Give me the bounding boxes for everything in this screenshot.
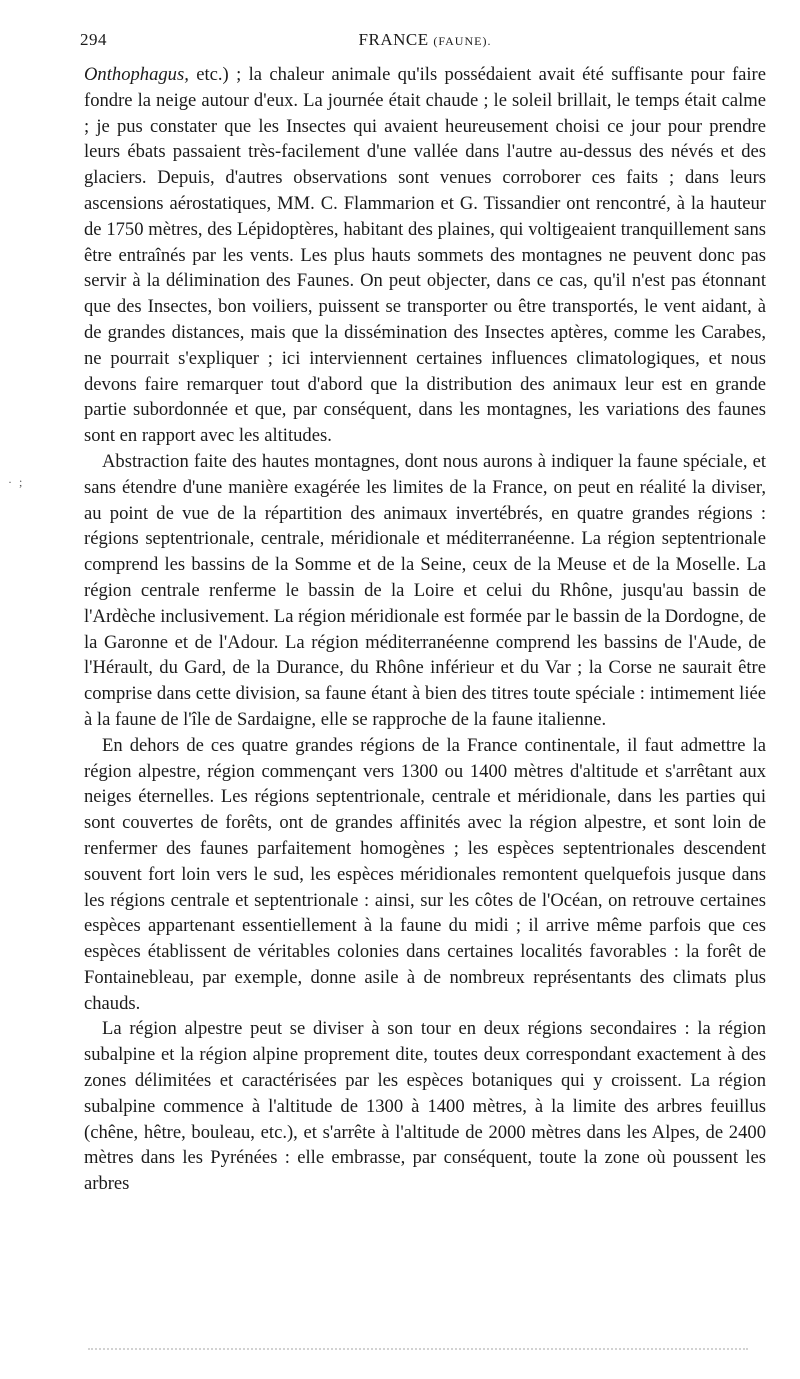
- running-head-subtitle: (FAUNE).: [433, 34, 492, 48]
- paragraph-1-italic-lead: Onthophagus,: [84, 64, 189, 85]
- paragraph-4: La région alpestre peut se diviser à son tour en deux régions secondaires : la région subalpine et la région alpine proprement dite, toutes deux correspondant exactement à des zones délimitées et caractérisées par les espèces botaniques qui y croissent. La région subalpine commence à l'altitude de 1300 à 1400 mètres, à la limite des arbres feuillus (chêne, hêtre, bouleau, etc.), et s'arrête à l'altitude de 2000 mètres dans les Alpes, de 2400 mètres dans les Pyrénées : elle embrasse, par conséquent, toute la zone où poussent les arbres: [84, 1018, 766, 1195]
- body-text: [84, 62, 766, 1197]
- paragraph-1: [84, 62, 766, 449]
- scan-noise-line: [88, 1346, 748, 1350]
- page-header: [80, 30, 766, 62]
- page-number: 294: [80, 30, 107, 49]
- running-head: [84, 30, 766, 50]
- margin-mark: · ;: [8, 475, 25, 489]
- paragraph-3: En dehors de ces quatre grandes régions de la France continentale, il faut admettre la région alpestre, région commençant vers 1300 ou 1400 mètres d'altitude et s'arrêtant aux neiges éternelles. Les régions septentrionale, centrale et méridionale, dans les parties qui sont couvertes de forêts, ont de grandes affinités avec la région alpestre, et sont loin de renfermer des faunes parfaitement homogènes ; les espèces septentrionales descendent souvent fort loin vers le sud, les espèces méridionales remontent quelquefois jusque dans les régions centrale et septentrionale : ainsi, sur les côtes de l'Océan, on retrouve certaines espèces appartenant essentiellement à la faune du midi ; il arrive même parfois que ces espèces établissent de véritables colonies dans certaines localités favorables : la forêt de Fontainebleau, par exemple, donne asile à de nombreux représentants des climats plus chauds.: [84, 734, 766, 1014]
- running-head-title: FRANCE: [358, 30, 429, 49]
- book-page: [80, 30, 766, 1197]
- paragraph-1-text: etc.) ; la chaleur animale qu'ils possédaient avait été suffisante pour faire fondre la neige autour d'eux. La journée était chaude ; le soleil brillait, le temps était calme ; je pus constater que les Insectes qui avaient heureusement choisi ce jour pour prendre leurs ébats passaient très-facilement d'une vallée dans l'autre au-dessus des névés et des glaciers. Depuis, d'autres observations sont venues corroborer ces faits ; dans leurs ascensions aérostatiques, MM. C. Flammarion et G. Tissandier ont rencontré, à la hauteur de 1750 mètres, des Lépidoptères, habitant des plaines, qui voltigeaient tranquillement sans être entraînés par les vents. Les plus hauts sommets des montagnes ne peuvent donc pas servir à la délimination des Faunes. On peut objecter, dans ce cas, qu'il n'est pas étonnant que des Insectes, bon voiliers, puissent se transporter ou être transportés, le vent aidant, à de grandes distances, mais que la dissémination des Insectes aptères, comme les Carabes, ne pourrait s'expliquer ; ici interviennent certaines influences climatologiques, et nous devons faire remarquer tout d'abord que la distribution des animaux leur est en grande partie subordonnée et que, par conséquent, dans les montagnes, les variations des faunes sont en rapport avec les altitudes.: [84, 64, 766, 447]
- paragraph-2: Abstraction faite des hautes montagnes, dont nous aurons à indiquer la faune spéciale, et sans étendre d'une manière exagérée les limites de la France, on peut en réalité la diviser, au point de vue de la répartition des animaux invertébrés, en quatre grandes régions : régions septentrionale, centrale, méridionale et méditerranéenne. La région septentrionale comprend les bassins de la Somme et de la Seine, ceux de la Meuse et de la Moselle. La région centrale renferme le bassin de la Loire et celui du Rhône, jusqu'au bassin de l'Ardèche inclusivement. La région méridionale est formée par le bassin de la Dordogne, de la Garonne et de l'Adour. La région méditerranéenne comprend les bassins de l'Aude, de l'Hérault, du Gard, de la Durance, du Rhône inférieur et du Var ; la Corse ne saurait être comprise dans cette division, sa faune étant à bien des titres toute spéciale : intimement liée à la faune de l'île de Sardaigne, elle se rapproche de la faune italienne.: [84, 450, 766, 730]
